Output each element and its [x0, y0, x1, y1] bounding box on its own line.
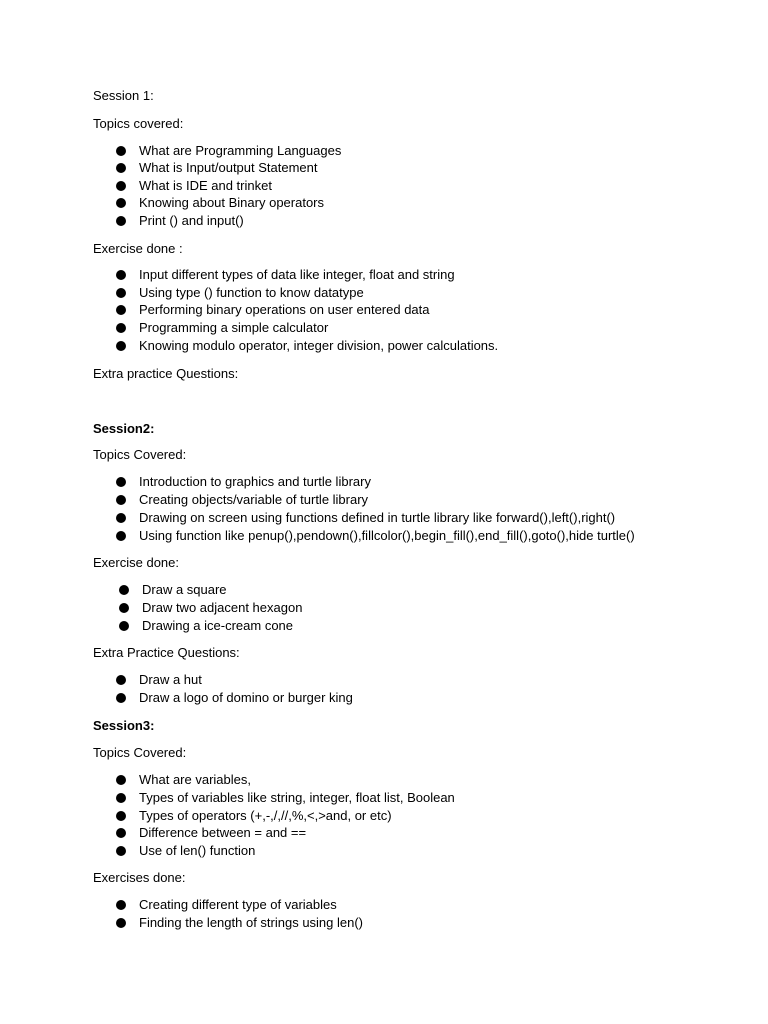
list-item: Draw a logo of domino or burger king	[116, 690, 353, 706]
list-item: Using function like penup(),pendown(),fillcolor(),begin_fill(),end_fill(),goto(),hide turtle()	[116, 528, 635, 544]
list-item: Input different types of data like integer, float and string	[116, 267, 455, 283]
bullet-icon	[116, 675, 126, 685]
list-item: Use of len() function	[116, 843, 255, 859]
bullet-icon	[116, 811, 126, 821]
list-item: What are Programming Languages	[116, 143, 341, 159]
bullet-icon	[116, 163, 126, 173]
list-item: Finding the length of strings using len()	[116, 915, 363, 931]
session-2-extra-heading: Extra Practice Questions:	[93, 645, 240, 660]
bullet-icon	[116, 918, 126, 928]
bullet-icon	[119, 585, 129, 595]
list-item: What is Input/output Statement	[116, 160, 318, 176]
bullet-icon	[116, 693, 126, 703]
bullet-icon	[116, 828, 126, 838]
bullet-icon	[116, 216, 126, 226]
bullet-icon	[116, 288, 126, 298]
session-2-title: Session2:	[93, 421, 155, 436]
bullet-icon	[116, 900, 126, 910]
bullet-icon	[116, 495, 126, 505]
bullet-icon	[116, 323, 126, 333]
bullet-icon	[116, 775, 126, 785]
list-item: Draw two adjacent hexagon	[119, 600, 302, 616]
list-item: Drawing a ice-cream cone	[119, 618, 293, 634]
bullet-icon	[116, 146, 126, 156]
session-2-topics-heading: Topics Covered:	[93, 447, 187, 462]
list-item: Draw a hut	[116, 672, 202, 688]
list-item: Introduction to graphics and turtle library	[116, 474, 371, 490]
session-3-title: Session3:	[93, 718, 155, 733]
list-item: Draw a square	[119, 582, 227, 598]
bullet-icon	[116, 181, 126, 191]
list-item: What are variables,	[116, 772, 251, 788]
session-3-topics-heading: Topics Covered:	[93, 745, 187, 760]
list-item: Using type () function to know datatype	[116, 285, 364, 301]
list-item: Difference between = and ==	[116, 825, 306, 841]
list-item: Print () and input()	[116, 213, 244, 229]
bullet-icon	[116, 305, 126, 315]
bullet-icon	[116, 477, 126, 487]
list-item: What is IDE and trinket	[116, 178, 272, 194]
list-item: Knowing modulo operator, integer division, power calculations.	[116, 338, 498, 354]
bullet-icon	[116, 198, 126, 208]
session-2-exercise-heading: Exercise done:	[93, 555, 179, 570]
bullet-icon	[119, 621, 129, 631]
session-1-exercise-heading: Exercise done :	[93, 241, 183, 256]
bullet-icon	[116, 846, 126, 856]
bullet-icon	[119, 603, 129, 613]
list-item: Performing binary operations on user entered data	[116, 302, 430, 318]
session-3-exercise-heading: Exercises done:	[93, 870, 186, 885]
list-item: Creating objects/variable of turtle library	[116, 492, 368, 508]
bullet-icon	[116, 793, 126, 803]
list-item: Knowing about Binary operators	[116, 195, 324, 211]
list-item: Drawing on screen using functions defined in turtle library like forward(),left(),right()	[116, 510, 615, 526]
list-item: Types of variables like string, integer, float list, Boolean	[116, 790, 455, 806]
session-1-topics-heading: Topics covered:	[93, 116, 184, 131]
bullet-icon	[116, 513, 126, 523]
bullet-icon	[116, 531, 126, 541]
bullet-icon	[116, 341, 126, 351]
list-item: Programming a simple calculator	[116, 320, 328, 336]
session-1-extra-heading: Extra practice Questions:	[93, 366, 239, 381]
session-1-title: Session 1:	[93, 88, 154, 103]
list-item: Creating different type of variables	[116, 897, 337, 913]
bullet-icon	[116, 270, 126, 280]
list-item: Types of operators (+,-,/,//,%,<,>and, or etc)	[116, 808, 392, 824]
